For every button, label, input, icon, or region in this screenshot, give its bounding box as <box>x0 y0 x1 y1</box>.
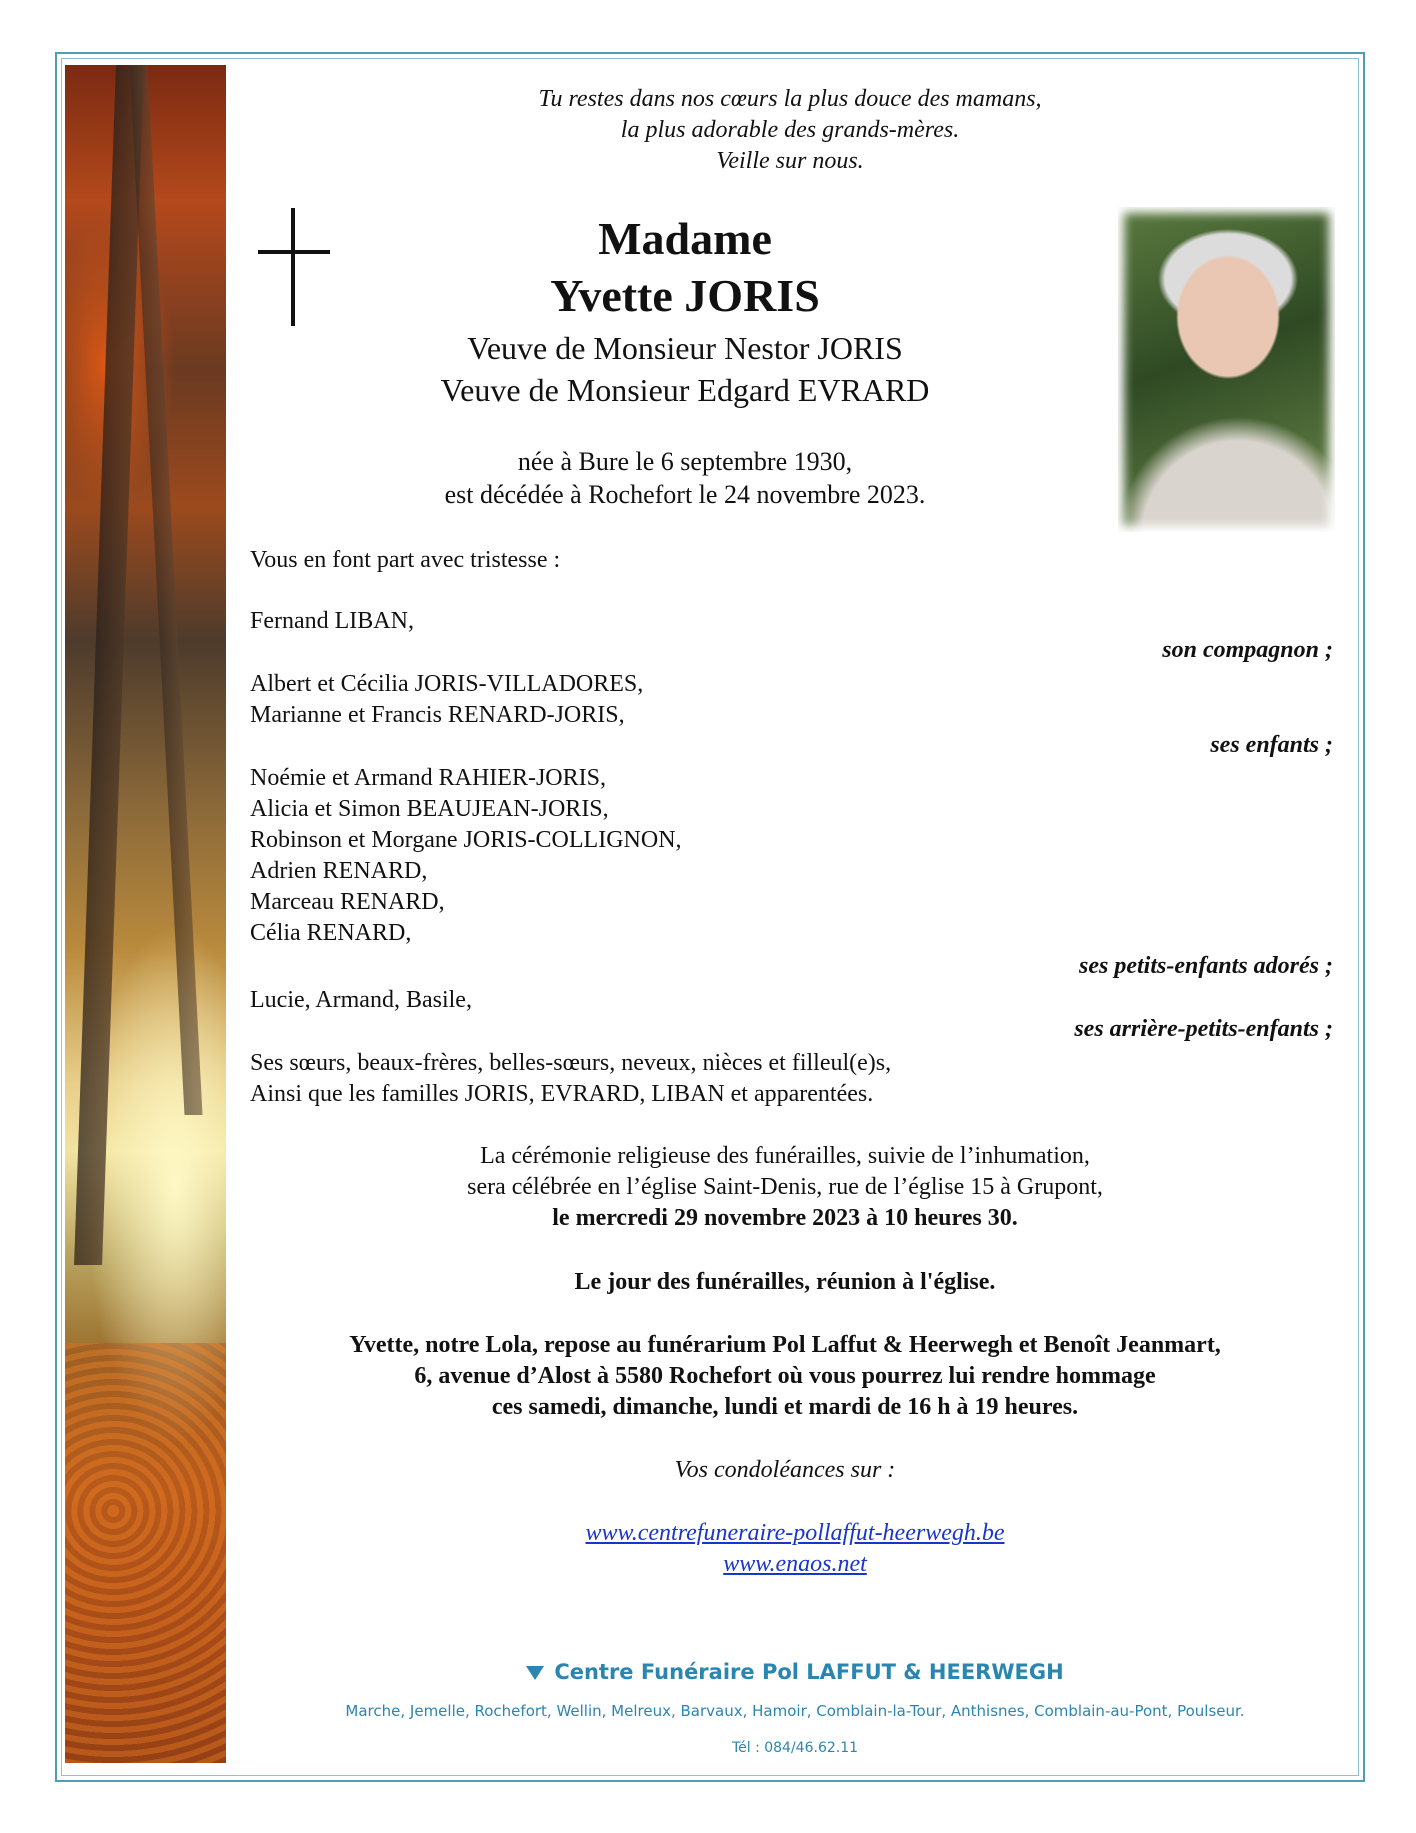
grandchildren-list <box>250 763 682 949</box>
widow-of-line: Veuve de Monsieur Nestor JORIS <box>467 330 903 366</box>
condolence-link-enaos[interactable]: www.enaos.net <box>723 1551 867 1577</box>
ceremony-date: le mercredi 29 novembre 2023 à 10 heures 30. <box>552 1205 1018 1231</box>
birth-line: née à Bure le 6 septembre 1930, <box>517 447 853 476</box>
children-list <box>250 669 643 731</box>
quote-line: Tu restes dans nos cœurs la plus douce des mamans, <box>538 86 1042 112</box>
list-item: Ses sœurs, beaux-frères, belles-sœurs, neveux, nièces et filleul(e)s, <box>250 1050 892 1076</box>
companion-name: Fernand LIBAN, <box>250 608 414 634</box>
quote-line: la plus adorable des grands-mères. <box>620 117 960 143</box>
footer-telephone: Tél : 084/46.62.11 <box>731 1740 859 1756</box>
tree-trunk <box>129 65 202 1115</box>
list-item: Albert et Cécilia JORIS-VILLADORES, <box>250 671 644 697</box>
list-item: Ainsi que les familles JORIS, EVRARD, LIBAN et apparentées. <box>250 1081 874 1107</box>
condolence-link-centre[interactable]: www.centrefuneraire-pollaffut-heerwegh.be <box>585 1520 1005 1546</box>
list-item: Alicia et Simon BEAUJEAN-JORIS, <box>250 796 609 822</box>
intro-text: Vous en font part avec tristesse : <box>250 547 561 573</box>
fallen-leaves <box>65 1343 226 1763</box>
triangle-down-icon <box>526 1666 544 1680</box>
ceremony-info <box>230 1141 1340 1234</box>
list-item: Adrien RENARD, <box>250 858 428 884</box>
quote-line: Veille sur nous. <box>716 148 864 174</box>
relation-label: ses arrière-petits-enfants ; <box>1074 1016 1333 1042</box>
deceased-portrait-photo <box>1118 207 1335 532</box>
ceremony-line: La cérémonie religieuse des funérailles, suivie de l’inhumation, <box>480 1143 1090 1169</box>
widow-of-line: Veuve de Monsieur Edgard EVRARD <box>440 372 930 408</box>
repose-line: 6, avenue d’Alost à 5580 Rochefort où vous pourrez lui rendre hommage <box>414 1363 1156 1389</box>
autumn-forest-image <box>65 65 226 1763</box>
relation-label: ses enfants ; <box>1210 732 1333 758</box>
repose-line: Yvette, notre Lola, repose au funérarium Pol Laffut & Heerwegh et Benoît Jeanmart, <box>349 1332 1221 1358</box>
extended-family <box>250 1048 891 1110</box>
tree-trunk <box>74 65 144 1265</box>
list-item: Noémie et Armand RAHIER-JORIS, <box>250 765 606 791</box>
great-grandchildren-list: Lucie, Armand, Basile, <box>250 987 472 1013</box>
relation-label: ses petits-enfants adorés ; <box>1079 953 1333 979</box>
death-line: est décédée à Rochefort le 24 novembre 2023. <box>444 480 926 509</box>
relation-label: son compagnon ; <box>1162 637 1333 663</box>
list-item: Célia RENARD, <box>250 920 412 946</box>
ceremony-line: sera célébrée en l’église Saint-Denis, rue de l’église 15 à Grupont, <box>467 1174 1103 1200</box>
condolence-links <box>230 1518 1360 1580</box>
deceased-name: Yvette JORIS <box>550 270 820 321</box>
repose-line: ces samedi, dimanche, lundi et mardi de 16 h à 19 heures. <box>491 1394 1079 1420</box>
list-item: Marceau RENARD, <box>250 889 445 915</box>
memorial-quote <box>330 84 1250 177</box>
meeting-note: Le jour des funérailles, réunion à l'église. <box>574 1269 996 1295</box>
company-name: Centre Funéraire Pol LAFFUT & HEERWEGH <box>554 1660 1064 1684</box>
repose-info <box>230 1330 1340 1423</box>
funeral-home-name <box>230 1660 1360 1684</box>
list-item: Robinson et Morgane JORIS-COLLIGNON, <box>250 827 682 853</box>
deceased-title: Madame <box>598 213 772 264</box>
list-item: Marianne et Francis RENARD-JORIS, <box>250 702 625 728</box>
footer-places: Marche, Jemelle, Rochefort, Wellin, Melreux, Barvaux, Hamoir, Comblain-la-Tour, Anthisnes, Comblain-au-Pont, Poulseur. <box>345 1702 1245 1720</box>
condolences-label: Vos condoléances sur : <box>674 1457 896 1483</box>
